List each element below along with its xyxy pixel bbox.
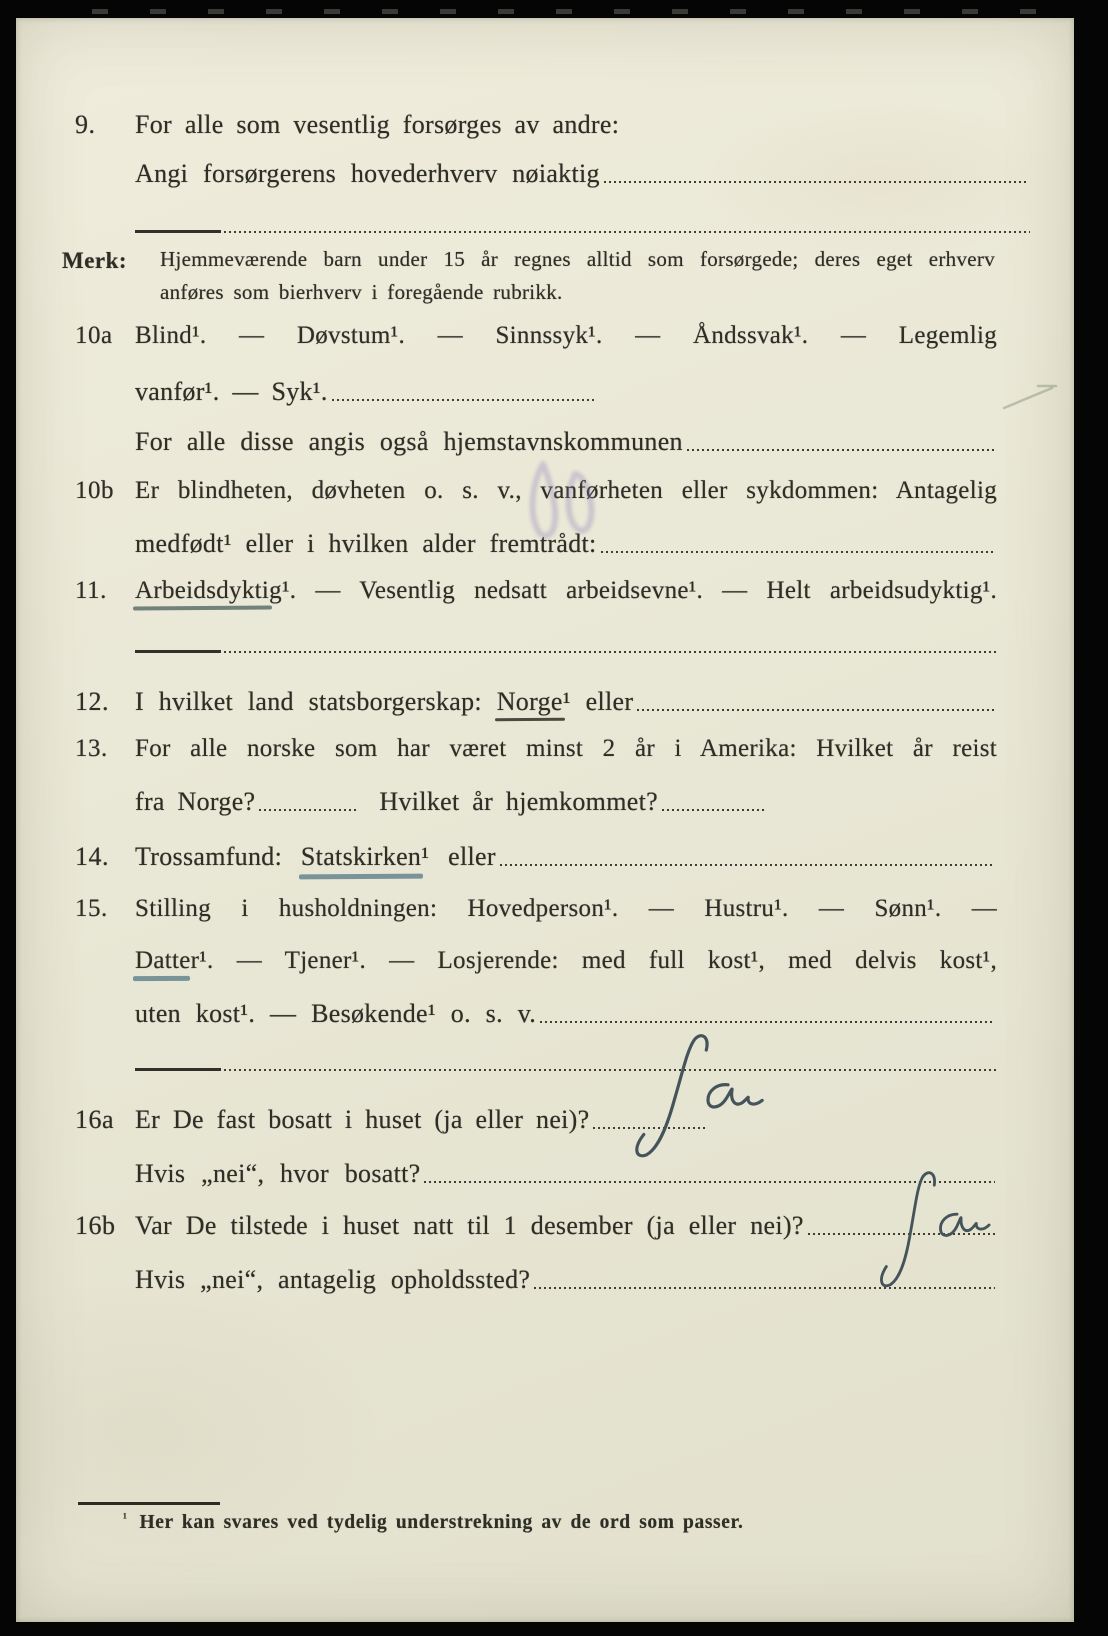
question-text: eller [429,842,496,871]
question-text: eller [570,687,634,716]
question-text: — Tjener¹. — Losjerende: med full kost¹, med delvis kost¹, [213,947,997,974]
question-11-line-1 [75,576,997,606]
dotted-fill-line [604,181,1028,183]
handwritten-answer-16a [603,1027,786,1173]
separator-dots [224,231,1030,233]
hand-underlined-word: Arbeidsdyktig¹. [135,577,297,604]
question-text: For alle disse angis også hjemstavnskommunen [135,427,683,456]
question-number: 14. [75,842,109,871]
form-page [16,18,1074,1622]
question-text: Trossamfund: [135,842,301,871]
dotted-fill-line [637,709,995,711]
separator-dots [224,651,997,653]
separator-line [135,650,997,653]
question-12-line-1 [75,686,997,717]
note-text: Hjemmeværende barn under 15 år regnes alltid som forsørgede; deres eget erhverv [160,247,995,271]
dotted-fill-line [540,1021,995,1023]
dotted-fill-line [687,449,995,451]
separator-line [135,230,1030,233]
question-16b-line-1 [75,1210,997,1241]
question-10a-line-2 [135,376,997,407]
question-number: 10a [75,322,113,349]
question-text: Stilling i husholdningen: Hovedperson¹. — Hustru¹. — Sønn¹. — [135,895,997,922]
question-15-line-1 [75,894,997,924]
note-text: anføres som bierhverv i foregående rubrikk. [160,280,563,304]
question-14-line-1 [75,841,997,872]
faint-pencil-mark [998,378,1068,418]
question-number: 9. [75,110,96,139]
dotted-fill-line [662,809,767,811]
question-text: — Vesentlig nedsatt arbeidsevne¹. — Helt arbeidsudyktig¹. [296,577,997,604]
dotted-fill-line [601,551,995,553]
hand-underlined-word: Statskirken¹ [300,842,430,871]
question-16b-line-2 [135,1264,997,1295]
question-13-line-2 [135,786,997,817]
dotted-fill-line [424,1181,995,1183]
question-15-line-3 [135,998,997,1029]
question-number: 13. [75,735,108,762]
dotted-fill-line [332,399,597,401]
dotted-fill-line [593,1127,705,1129]
question-text: Hvilket år hjemkommet? [379,787,658,816]
note-label: Merk: [62,248,128,273]
question-number: 16a [75,1105,115,1134]
question-text: Hvis „nei“, hvor bosatt? [135,1159,421,1188]
separator-line [135,1068,997,1071]
question-10a-line-3 [135,426,997,457]
footnote-rule [78,1502,220,1505]
question-10b-line-1 [75,476,997,506]
separator-solid-start [135,1068,221,1071]
question-number: 16b [75,1211,116,1240]
question-10a-line-1 [75,321,997,351]
question-text: vanfør¹. — Syk¹. [135,377,328,406]
question-16a-line-2 [135,1158,997,1189]
question-text: Angi forsørgerens hovederhverv nøiaktig [135,159,600,188]
question-10b-line-2 [135,528,997,559]
question-number: 12. [75,687,109,716]
question-text: uten kost¹. — Besøkende¹ o. s. v. [135,999,537,1028]
footnote-marker: ¹ [123,1510,128,1525]
footnote [123,1510,743,1534]
question-text: Hvis „nei“, antagelig opholdssted? [135,1265,531,1294]
question-text: For alle norske som har været minst 2 år i Amerika: Hvilket år reist [135,735,997,762]
footnote-text: Her kan svares ved tydelig understrekning av de ord som passer. [139,1512,744,1533]
dotted-fill-line [808,1233,995,1235]
question-text: fra Norge? [135,787,256,816]
question-13-line-1 [75,734,997,764]
separator-solid-start [135,650,221,653]
question-15-line-2 [135,946,997,976]
separator-dots [224,1069,997,1071]
question-text: Var De tilstede i huset natt til 1 desember (ja eller nei)? [135,1211,804,1240]
hand-underlined-word: Datter¹. [135,947,214,974]
question-text: Blind¹. — Døvstum¹. — Sinnssyk¹. — Åndssvak¹. — Legemlig [135,322,997,349]
question-text: Er blindheten, døvheten o. s. v., vanførheten eller sykdommen: Antagelig [135,477,997,504]
question-text: For alle som vesentlig forsørges av andre: [135,110,620,139]
dotted-fill-line [500,864,995,866]
note-merk-line-1 [62,247,995,273]
question-text: I hvilket land statsborgerskap: [135,687,497,716]
question-text: Er De fast bosatt i huset (ja eller nei)? [135,1105,590,1134]
question-number: 11. [75,577,107,604]
dotted-fill-line [259,809,359,811]
question-16a-line-1 [75,1104,997,1135]
question-number: 10b [75,477,114,504]
question-9-line-2 [135,158,1030,189]
dotted-fill-line [534,1287,995,1289]
question-text: medfødt¹ eller i hvilken alder fremtrådt: [135,529,597,558]
note-merk-line-2 [160,280,995,305]
question-9-line-1 [75,109,997,140]
separator-solid-start [135,230,221,233]
hand-underlined-word: Norge¹ [496,687,571,716]
question-number: 15. [75,895,108,922]
scan-edge-artifacts [92,9,1042,14]
